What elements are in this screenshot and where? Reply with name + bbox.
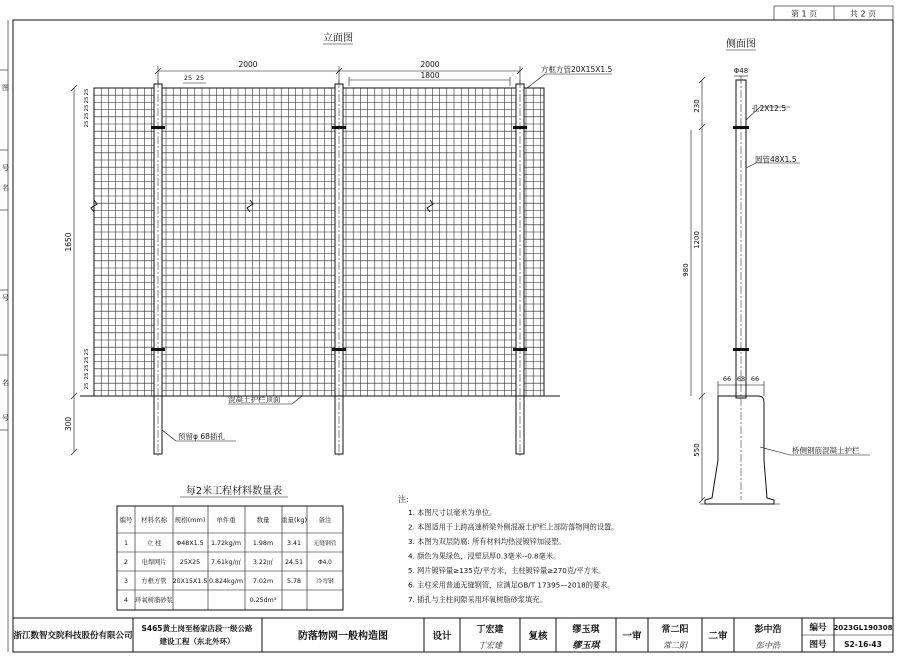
th-no: 编号 [119, 516, 133, 524]
project-line-1: S465黄土岗至杨家店段一级公路 [141, 624, 253, 633]
first-audit-label: 一审 [622, 631, 642, 642]
mesh-spacing-label: 25 [84, 120, 90, 128]
dim-total-segment: 980 [682, 263, 690, 277]
sheet-label: 图号 [809, 640, 827, 650]
second-auditor-signature: 彭中浩 [756, 641, 780, 650]
margin-mark: 号 [2, 294, 9, 302]
table-cell: 1.72kg/m [211, 540, 241, 547]
title-block [13, 618, 893, 652]
table-cell: 电焊网片 [141, 559, 167, 566]
note-line: 2. 本图适用于上跨高速桥梁外侧混凝土护栏上部防落物网的设置。 [408, 522, 619, 532]
dim-bottom-left: 66 [722, 375, 732, 383]
note-lines [408, 508, 618, 604]
material-table [117, 484, 343, 610]
table-cell: 1 [123, 540, 129, 547]
mesh-spacing-label: 25 [84, 96, 90, 104]
th-spec: 规格(mm) [174, 516, 206, 524]
note-line: 4. 颜色为果绿色，浸塑层厚0.3毫米--0.8毫米。 [408, 551, 561, 561]
company-name: 浙江数智交院科技股份有限公司 [13, 631, 133, 641]
table-cell: 3.22㎡ [252, 559, 274, 566]
dim-span-1: 2000 [238, 60, 258, 69]
dim-mesh-width: 1800 [420, 71, 440, 80]
first-auditor-name: 常二阳 [661, 625, 689, 635]
table-cell: 3 [123, 578, 129, 585]
table-cell: 7.61kg/㎡ [210, 559, 242, 566]
dim-span-2: 2000 [420, 60, 440, 69]
drawing-title: 防落物网一般构造图 [298, 631, 388, 642]
margin-mark: 号 [2, 164, 9, 172]
table-cell: 1.98m [252, 540, 274, 547]
mesh-spacing-label: 25 [84, 348, 90, 356]
dim-cell-2: 25 [195, 74, 205, 82]
dim-cell-1: 25 [183, 74, 193, 82]
dim-top-segment: 230 [693, 99, 701, 113]
left-dimensions [64, 85, 77, 455]
front-view [64, 32, 613, 458]
design-label: 设计 [432, 631, 452, 642]
table-cell: 7.02m [252, 578, 274, 585]
second-auditor-name: 彭中浩 [754, 625, 782, 635]
note-line: 7. 插孔与主柱间隙采用环氧树脂砂浆填充。 [408, 595, 547, 604]
table-cell: 5.78 [286, 578, 302, 585]
mesh-spacing-label: 25 [84, 372, 90, 380]
page-total: 共 2 页 [849, 9, 877, 19]
page-number: 第 1 页 [790, 9, 818, 19]
code-value: 2023GL190308 [833, 624, 893, 632]
dim-pipe-dia: Φ48 [733, 67, 749, 75]
table-cell: 冷弯钢 [316, 579, 334, 585]
second-audit-label: 二审 [708, 631, 728, 642]
label-parapet-top: 混凝土护栏顶面 [228, 395, 281, 404]
table-cell: Φ48X1.5 [176, 540, 204, 547]
dim-bottom-right: 66 [750, 375, 760, 383]
th-quantity: 数量 [256, 516, 270, 524]
th-weight: 重量(kg) [281, 516, 307, 524]
mesh-spacing-labels [84, 88, 90, 389]
note-line: 6. 主柱采用普通无缝钢管，应满足GB/T 17395—2018的要求。 [408, 580, 615, 590]
table-cell: 25X25 [179, 559, 201, 566]
dim-mid-segment: 1200 [693, 231, 701, 249]
mesh-spacing-label: 25 [84, 364, 90, 372]
table-cell: Φ4.0 [318, 560, 332, 566]
mesh-spacing-label: 25 [84, 104, 90, 112]
designer-name: 丁宏建 [476, 625, 504, 635]
table-cell: 0.25dm³ [249, 597, 277, 604]
label-round-pipe: 圆管48X1.5 [755, 155, 797, 164]
side-parapet [705, 396, 774, 504]
margin-mark: 名 [2, 379, 9, 387]
dim-bottom-mid: 68 [736, 375, 746, 383]
th-name: 材料名称 [141, 516, 167, 524]
table-cell: 2 [123, 559, 129, 566]
notes [398, 494, 618, 604]
table-cell: 方框方管 [141, 578, 167, 585]
table-title: 每2米工程材料数量表 [185, 486, 283, 497]
dim-embed-segment: 550 [693, 443, 701, 457]
table-cell: 无缝钢管 [313, 541, 337, 547]
front-view-title: 立面图 [323, 33, 353, 44]
mesh-spacing-label: 25 [84, 382, 90, 390]
table-cell: 4 [123, 597, 129, 604]
table-cell: 3.41 [286, 540, 302, 547]
th-remark: 备注 [318, 516, 332, 524]
dim-mesh-height: 1650 [64, 232, 73, 252]
sheet-value: S2-16-43 [844, 640, 882, 649]
reviewer-name: 缪玉琪 [572, 625, 600, 635]
project-line-2: 建设工程（东北外环） [159, 637, 235, 646]
note-line: 3. 本图为双层防腐: 所有材料均热浸镀锌加浸塑。 [408, 537, 566, 546]
mesh-spacing-label: 25 [84, 356, 90, 364]
label-hole-size: 孔2X12.5 [752, 104, 787, 113]
label-bridge-parapet: 桥侧钢筋混凝土护栏 [792, 446, 860, 455]
first-auditor-signature: 常二阳 [663, 641, 687, 650]
th-unit-weight: 单件重 [216, 516, 236, 524]
posts [151, 80, 527, 458]
note-line: 1. 本图尺寸以毫米为单位。 [408, 508, 497, 517]
table-cell: 立 柱 [146, 540, 162, 547]
label-top-rail: 方框方管20X15X1.5 [541, 65, 613, 74]
side-view-title: 侧面图 [726, 39, 756, 50]
side-dims [682, 77, 705, 503]
code-label: 编号 [809, 623, 827, 633]
table-cell: 24.51 [284, 559, 304, 566]
dim-embed-depth: 300 [64, 416, 73, 432]
left-margin-marks [0, 70, 9, 430]
reviewer-signature: 缪玉琪 [572, 641, 600, 651]
mesh-spacing-label: 25 [84, 112, 90, 120]
front-leaders [162, 64, 613, 441]
page-counter [774, 6, 893, 20]
margin-mark: 号 [2, 414, 9, 422]
table-cell: 环氧树脂砂浆 [135, 597, 173, 604]
label-reserved-hole: 预留φ 68插孔 [178, 432, 225, 441]
review-label: 复核 [528, 631, 548, 642]
note-line: 5. 网片镀锌量≥135克/平方米，主柱镀锌量≥270克/平方米。 [408, 566, 606, 575]
margin-mark: 名 [2, 184, 9, 192]
table-cell: 20X15X1.5 [172, 578, 208, 585]
notes-heading: 注: [398, 495, 409, 504]
table-cell: 0.824kg/m [209, 578, 243, 585]
side-view [682, 37, 870, 504]
mesh-spacing-label: 25 [84, 88, 90, 96]
designer-signature: 丁宏建 [478, 641, 502, 650]
margin-mark: 图 [2, 84, 9, 92]
